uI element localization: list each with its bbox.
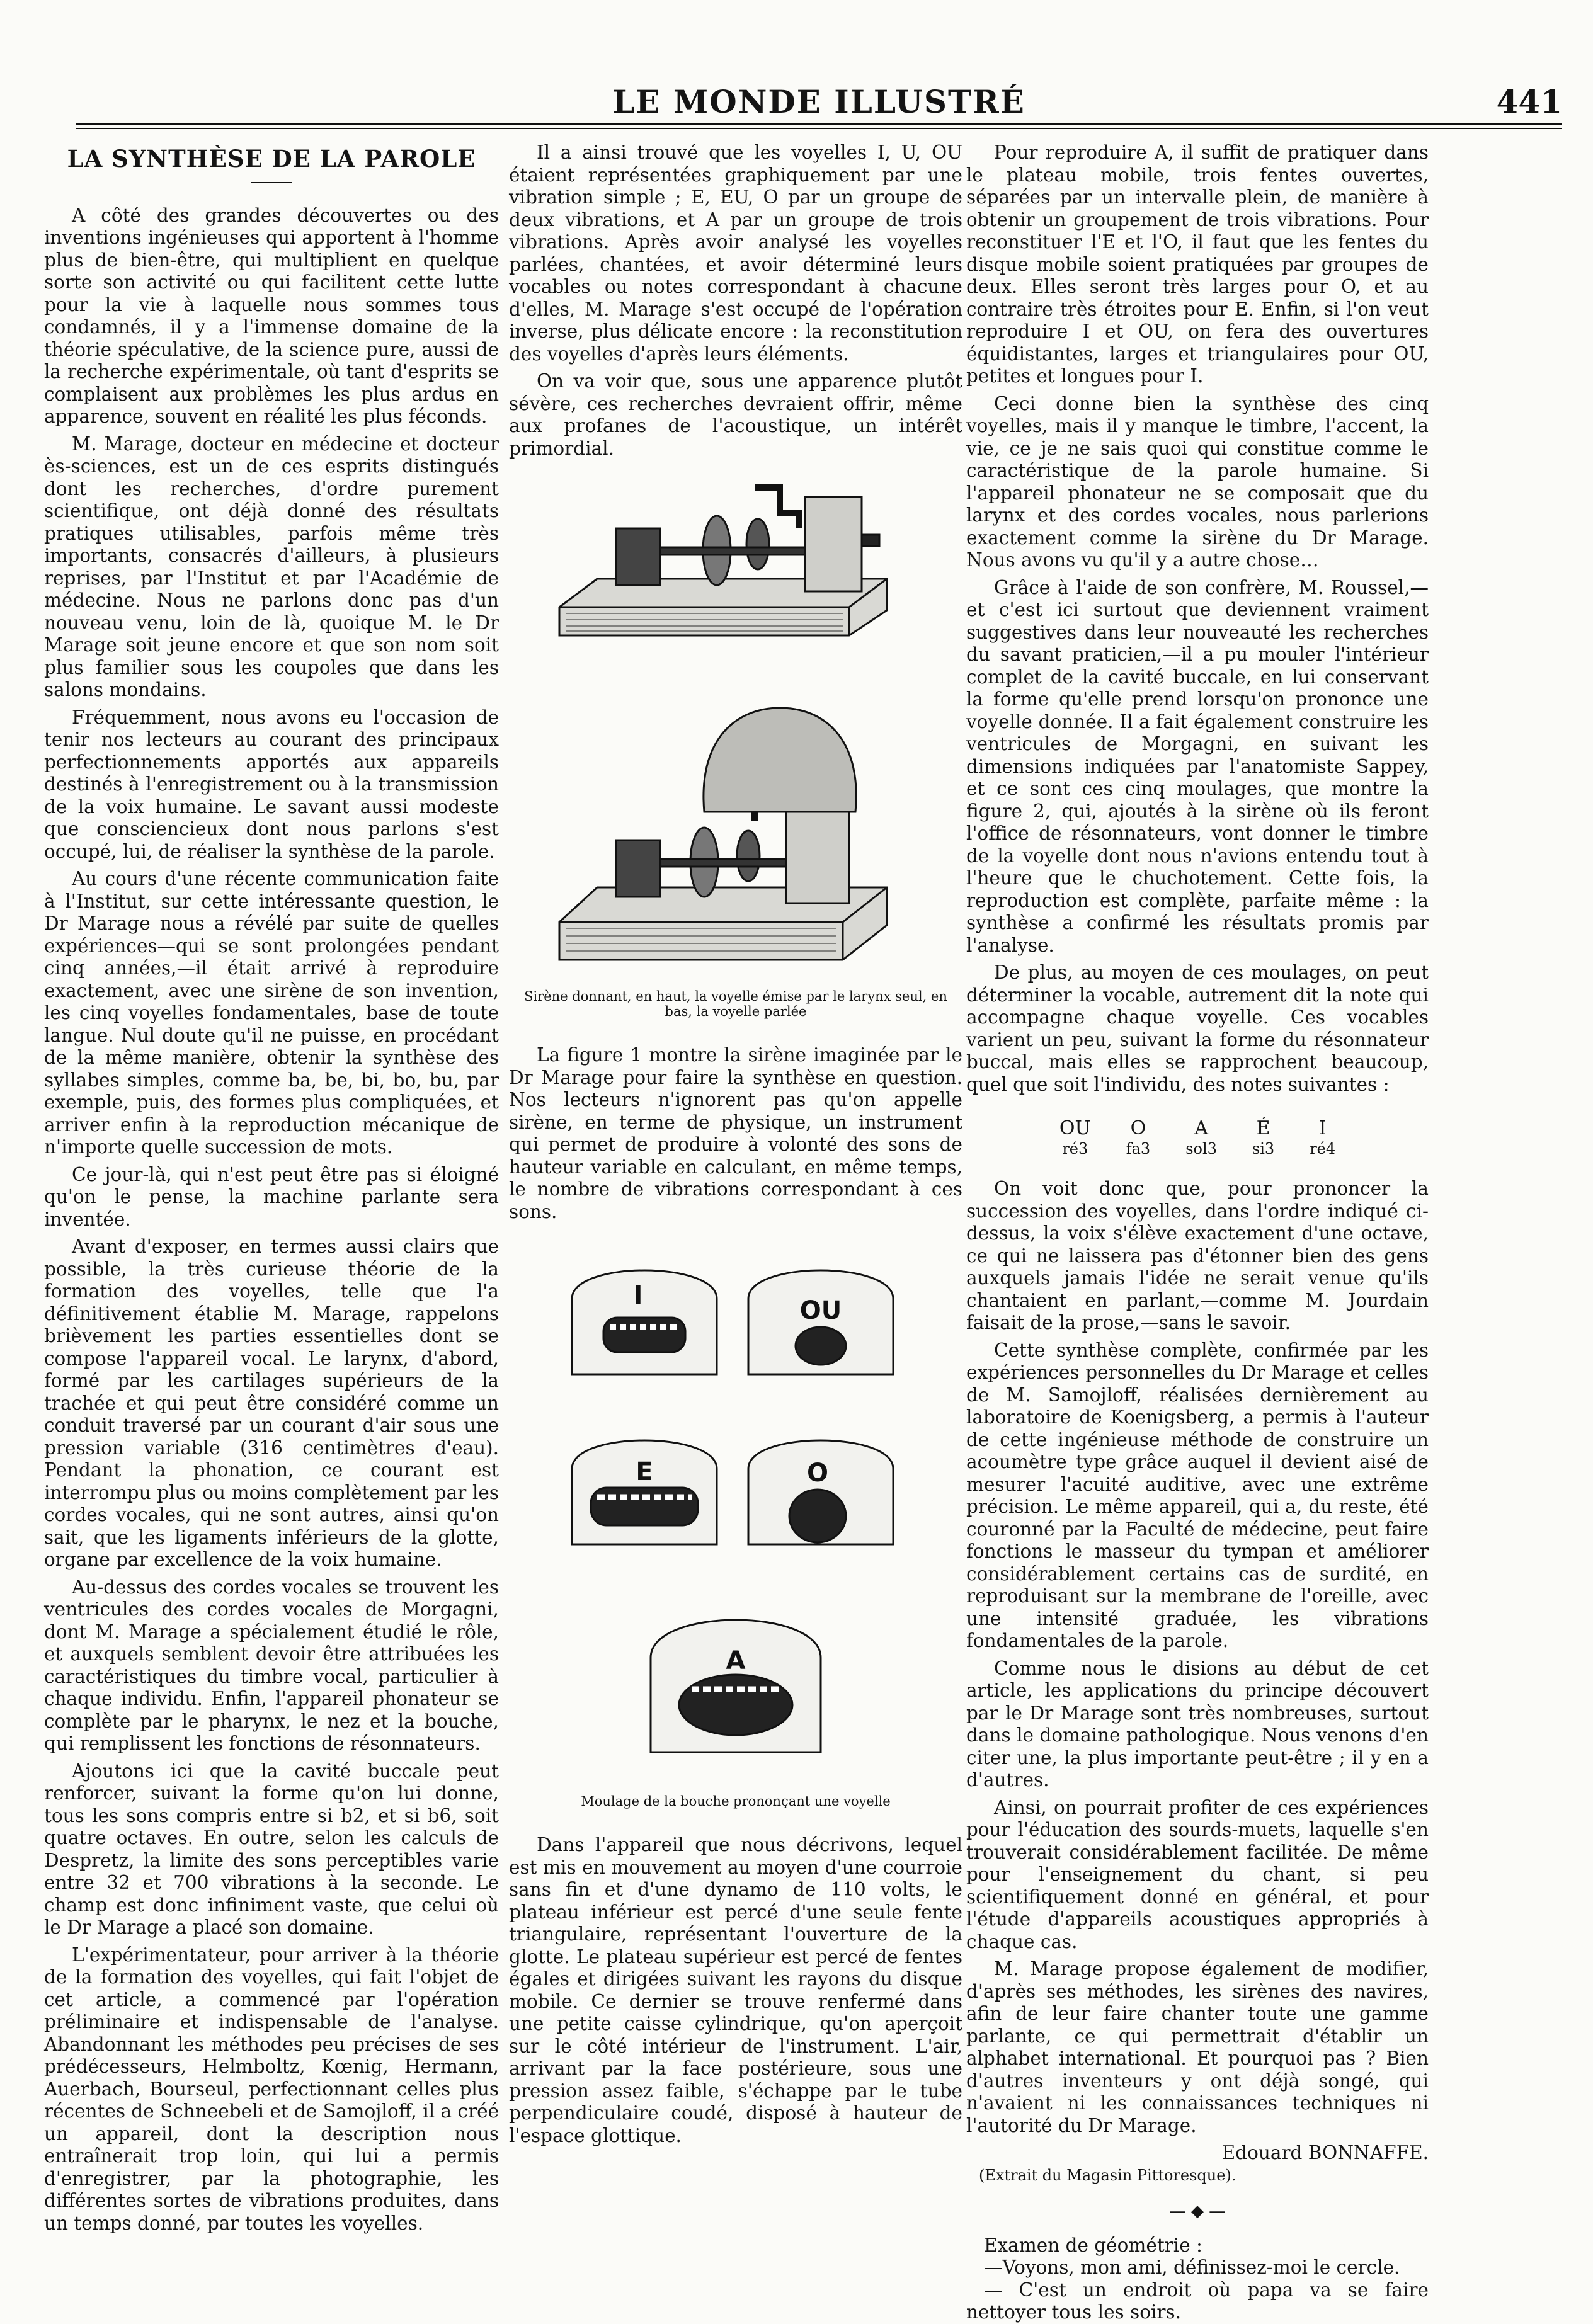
author-signature: Edouard BONNAFFE. <box>1221 2142 1429 2163</box>
paragraph: Dans l'appareil que nous décrivons, lequel est mis en mouvement au moyen d'une courroie sans fin et d'une dynamo de 110 volts, le plateau inférieur est percé d'une seule fente triangulaire, représentant l'ouverture de la glotte. Le plateau supérieur est percé de fentes égales et dirigées suivant les rayons du disque mobile. Ce dernier se trouve renfermé dans une petite caisse cylindrique, qu'on aperçoit sur le côté intérieur de l'instrument. L'air, arrivant par la face postérieure, sous une pression assez faible, s'échappe par le tube perpendiculaire coudé, disposé à hauteur de l'espace glottique. <box>509 1834 962 2146</box>
vowel-note: O fa3 <box>1126 1117 1151 1158</box>
figure-2-caption: Moulage de la bouche prononçant une voyelle <box>581 1794 891 1809</box>
paragraph: Pour reproduire A, il suffit de pratiquer dans le plateau mobile, trois fentes ouvertes, séparées par un intervalle plein, de manière à obtenir un groupement de trois vibrations. Pour reconstituer l'E et l'O, il faut que les fentes du disque mobile soient pratiquées par groupes de deux. Elles seront très larges pour O, et au contraire très étroites pour E. Enfin, si l'on veut reproduire I et OU, on fera des ouvertures équidistantes, larges et triangulaires pour OU, petites et longues pour I. <box>966 142 1429 387</box>
paragraph: A côté des grandes découvertes ou des inventions ingénieuses qui apportent à l'homme plus de bien-être, qui multiplient en quelque sorte son activité ou qui facilitent cette lutte pour la vie à laquelle nous sommes tous condamnés, il y a l'immense domaine de la théorie spéculative, de la science pure, aussi de la recherche expérimentale, où tant d'esprits se complaisent aux problèmes les plus ardus en apparence, souvent en réalité les plus féconds. <box>44 204 499 427</box>
column-1 <box>44 142 499 2240</box>
paragraph: On voit donc que, pour prononcer la succession des voyelles, dans l'ordre indiqué ci-dessus, la voix s'élève exactement d'une octave, ce qui ne laissera pas d'étonner bien des gens auxquels jamais l'idée ne serait venue qu'ils chantaient en parlant,—comme M. Jourdain faisait de la prose,—sans le savoir. <box>966 1178 1429 1333</box>
paragraph: Cette synthèse complète, confirmée par les expériences personnelles du Dr Marage et celles de M. Samojloff, réalisées dernièrement au laboratoire de Koenigsberg, a permis à l'auteur de cette ingénieuse méthode de construire un acoumètre type grâce auquel il devient aisé de mesurer l'acuité auditive, avec une extrême précision. Le même appareil, qui a, du reste, été couronné par la Faculté de médecine, peut faire fonctions le masseur du tympan et améliorer considérablement certains cas de surdité, en reproduisant sur la membrane de l'oreille, avec une intensité graduée, les vibrations fondamentales de la parole. <box>966 1339 1429 1651</box>
paragraph: De plus, au moyen de ces moulages, on peut déterminer la vocable, autrement dit la note qui accompagne chaque voyelle. Ces vocables varient un peu, suivant la forme du résonnateur buccal, mais elles se rapprochent beaucoup, quel que soit l'individu, des notes suivantes : <box>966 962 1429 1095</box>
paragraph: Grâce à l'aide de son confrère, M. Roussel,—et c'est ici surtout que deviennent vraiment suggestives dans leur nouveauté les recherches du savant praticien,—il a pu mouler l'intérieur complet de la cavité buccale, en lui conservant la forme qu'elle prend lorsqu'on prononce une voyelle donnée. Il a fait également construire les ventricules de Morgagni, en suivant les dimensions indiquées par l'anatomiste Sappey, et ce sont ces cinq moulages, que montre la figure 2, qui, ajoutés à la sirène où ils feront l'office de résonnateurs, vont donner le timbre de la voyelle dont nous n'avions entendu tout à l'heure que le chuchotement. Cette fois, la reproduction est complète, parfaite même : la synthèse a confirmé les résultats promis par l'analyse. <box>966 576 1429 956</box>
column-2 <box>509 142 962 2152</box>
siren-illustration <box>547 469 925 985</box>
paragraph: Au-dessus des cordes vocales se trouvent les ventricules des cordes vocales de Morgagni, dont M. Marage a spécialement étudié le rôle, et auxquels semblent devoir être attribuées les caractéristiques du timbre vocal, particulier à chaque individu. Enfin, l'appareil phonateur se complète par le pharynx, le nez et la bouche, qui remplissent les fonctions de résonnateurs. <box>44 1576 499 1754</box>
paragraph: Ceci donne bien la synthèse des cinq voyelles, mais il y manque le timbre, l'accent, la vie, ce je ne sais quoi qui constitue comme le caractéristique de la parole humaine. Si l'appareil phonateur ne se composait que du larynx et des cordes vocales, nous parlerions exactement comme la sirène du Dr Marage. Nous avons vu qu'il y a autre chose… <box>966 392 1429 571</box>
joke-line: —Voyons, mon ami, définissez-moi le cercle. <box>984 2257 1400 2278</box>
header-rule-thin <box>76 128 1562 129</box>
mould-e-mouth <box>591 1488 698 1525</box>
paragraph: On va voir que, sous une apparence plutôt sévère, ces recherches devraient offrir, même aux profanes de l'acoustique, un intérêt primordial. <box>509 370 962 459</box>
mould-i-mouth <box>603 1318 685 1352</box>
siren-upper <box>559 487 887 635</box>
mould-label-ou: OU <box>799 1296 842 1325</box>
joke-title: Examen de géométrie : <box>984 2234 1202 2256</box>
mould-label-a: A <box>726 1646 746 1675</box>
mould-label-e: E <box>636 1457 653 1486</box>
vowel-note: A sol3 <box>1185 1117 1217 1158</box>
vowel-note: I ré4 <box>1310 1117 1336 1158</box>
mould-label-i: I <box>633 1281 643 1310</box>
paragraph: M. Marage, docteur en médecine et docteur ès-sciences, est un de ces esprits distingués dont les recherches, d'ordre purement scientifique, ont déjà donné des résultats pratiques utilisables, parfois même très importants, consacrés d'ailleurs, à plusieurs reprises, par l'Institut et par l'Académie de médecine. Nous ne parlons donc pas d'un nouveau venu, loin de là, quoique M. le Dr Marage soit jeune encore et que son nom soit plus familier sous les coupoles que dans les salons mondains. <box>44 433 499 700</box>
mould-label-o: O <box>806 1459 829 1488</box>
article-title: LA SYNTHÈSE DE LA PAROLE <box>67 145 476 173</box>
paragraph: Comme nous le disions au début de cet article, les applications du principe découvert par le Dr Marage sont très nombreuses, surtout dans le domaine pathologique. Nous venons d'en citer une, la plus importante peut-être ; il y en a d'autres. <box>966 1657 1429 1791</box>
header-rule <box>76 123 1562 125</box>
paragraph: L'expérimentateur, pour arriver à la théorie de la formation des voyelles, qui fait l'objet de cet article, a commencé par l'opération préliminaire et indispensable de l'analyse. Abandonnant les méthodes peu précises de ses prédécesseurs, Helmboltz, Kœnig, Hermann, Auerbach, Bourseul, perfectionnant celles plus récentes de Schneebeli et de Samojloff, il a créé un appareil, dont la description nous entraînerait trop loin, qui lui a permis d'enregistrer, par la photographie, les différentes sortes de vibrations produites, dans un temps donné, par toutes les voyelles. <box>44 1944 500 2234</box>
siren-lower <box>559 708 887 960</box>
masthead <box>76 83 1562 127</box>
paragraph: La figure 1 montre la sirène imaginée par le Dr Marage pour faire la synthèse en question. Nos lecteurs n'ignorent pas qu'on appelle sirène, en terme de physique, un instrument qui permet de produire à volonté des sons de hauteur variable en calculant, en même temps, le nombre de vibrations correspondant à ces sons. <box>509 1044 962 1222</box>
paragraph: Ajoutons ici que la cavité buccale peut renforcer, suivant la forme qu'on lui donne, tous les sons compris entre si b2, et si b6, soit quatre octaves. En outre, selon les calculs de Despretz, la limite des sons perceptibles varie entre 32 et 700 vibrations à la seconde. Le champ est donc infiniment vaste, que celui où le Dr Marage a placé son domaine. <box>44 1760 499 1938</box>
paragraph: M. Marage propose également de modifier, d'après ses méthodes, les sirènes des navires, afin de leur faire chanter toute une gamme parlante, ce qui permettrait d'établir un alphabet international. Et pourquoi pas ? Bien d'autres inventeurs y ont déjà songé, qui n'avaient ni les connaissances techniques ni l'autorité du Dr Marage. <box>966 1958 1429 2136</box>
vowel-note: OU ré3 <box>1059 1117 1091 1158</box>
title-divider <box>251 182 292 183</box>
ornament-divider: — ◆ — <box>1169 2202 1226 2221</box>
mould-a-mouth <box>679 1675 792 1735</box>
paragraph: Fréquemment, nous avons eu l'occasion de tenir nos lecteurs au courant des principaux perfectionnements apportés aux appareils destinés à l'enregistrement ou à la transmission de la voix humaine. Le savant aussi modeste que consciencieux dont nous parlons s'est occupé, lui, de réaliser la synthèse de la parole. <box>44 706 499 862</box>
vowel-note: É si3 <box>1252 1117 1275 1158</box>
mould-o-mouth <box>789 1490 846 1542</box>
joke-section <box>966 2235 1429 2324</box>
paragraph: Ce jour-là, qui n'est peut être pas si éloigné qu'on le pense, la machine parlante sera inventée. <box>44 1163 499 1230</box>
journal-title: LE MONDE ILLUSTRÉ <box>612 83 1025 120</box>
joke-line: — C'est un endroit où papa va se faire nettoyer tous les soirs. <box>966 2279 1429 2323</box>
column-3 <box>966 142 1429 2324</box>
paragraph: Ainsi, on pourrait profiter de ces expériences pour l'éducation des sourds-muets, laquelle s'en trouverait considérablement facilitée. De même pour l'enseignement du chant, si peu scientifiquement donné en général, et pour l'étude d'appareils acoustiques appropriés à chaque cas. <box>966 1796 1429 1952</box>
mouth-moulds-illustration <box>559 1248 912 1790</box>
figure-1-caption: Sirène donnant, en haut, la voyelle émise par le larynx seul, en bas, la voyelle parlée <box>524 989 947 1019</box>
paragraph: Au cours d'une récente communication faite à l'Institut, sur cette intéressante question, le Dr Marage nous a révélé par suite de quelles expériences—qui se sont prolongées pendant cinq années,—il était arrivé à reproduire exactement, avec une sirène de son invention, les cinq voyelles fondamentales, base de toute langue. Nul doute qu'il ne puisse, en procédant de la même manière, obtenir la synthèse des syllabes simples, comme ba, be, bi, bo, bu, par exemple, puis, des formes plus compliquées, et arriver enfin à la reproduction mécanique de n'importe quelle succession de mots. <box>44 868 499 1158</box>
paragraph: Avant d'exposer, en termes aussi clairs que possible, la très curieuse théorie de la formation des voyelles, telle que l'a définitivement établie M. Marage, rappelons brièvement les parties essentielles dont se compose l'appareil vocal. Le larynx, d'abord, formé par les cartilages supérieurs de la trachée et qui peut être considéré comme un conduit traversé par un courant d'air sous une pression variable (316 centimètres d'eau). Pendant la phonation, ce courant est interrompu plus ou moins complètement par les cordes vocales, qui ne sont autres, ainsi qu'on sait, que les ligaments inférieurs de la glotte, organe par excellence de la voix humaine. <box>44 1236 499 1570</box>
source-note: (Extrait du Magasin Pittoresque). <box>979 2166 1236 2184</box>
mould-ou-mouth <box>796 1327 846 1365</box>
paragraph: Il a ainsi trouvé que les voyelles I, U, OU étaient représentées graphiquement par une vibration simple ; E, EU, O par un groupe de deux vibrations, et A par un groupe de trois vibrations. Après avoir analysé les voyelles parlées, chantées, et avoir déterminé leurs vocables ou notes correspondant à chacune d'elles, M. Marage s'est occupé de l'opération inverse, plus délicate encore : la reconstitution des voyelles d'après leurs éléments. <box>509 142 962 365</box>
page-number: 441 <box>1496 83 1562 120</box>
vowel-notes-table <box>966 1119 1429 1159</box>
